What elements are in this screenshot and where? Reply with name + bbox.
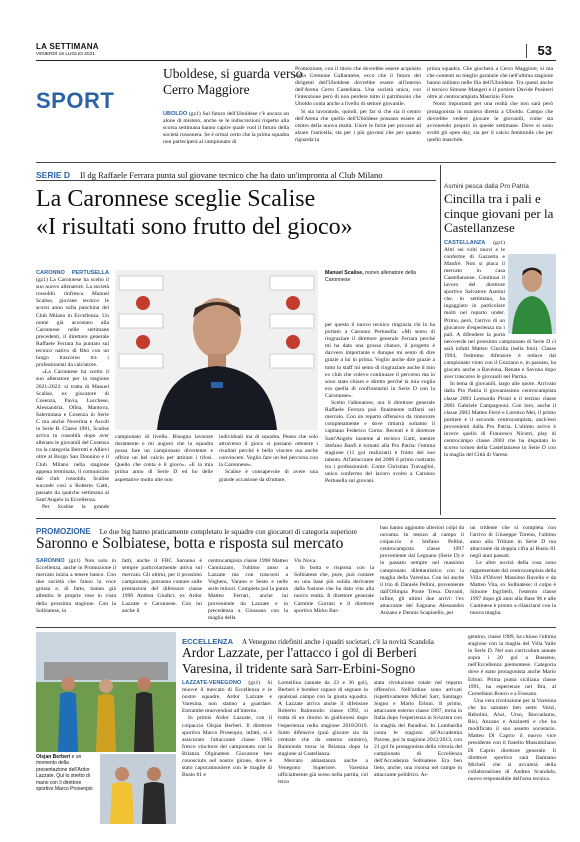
side-story-photo bbox=[508, 254, 556, 334]
top-story bbox=[163, 64, 555, 162]
side-story-title: Cincilla tra i pali e cinque giovani per la Castellanzese bbox=[444, 191, 554, 235]
masthead bbox=[36, 42, 556, 62]
ecc-photo bbox=[36, 632, 176, 752]
main-headline bbox=[36, 185, 436, 241]
side-story bbox=[444, 165, 556, 515]
ecc-headline-line2: Varesina, il tridente sarà Sarr-Erbini-Sogno bbox=[182, 660, 416, 676]
promo-col6: un tridente che si completa con l'arrivo di Giuseppe Toreno, l'ultimo anno alla Tritium in Serie D ma attaccante da doppia cifra al Busto 81 negli anni passati. Le altre novità della rosa sono rappresentate dal centrocampista della Villa d'Oliveri Massimo Ravello e da Matteo Vita, ex Solbiatese: il colpo è Simone Ingrilelli, l'esterno classe 1997 dopo gli anni alla Base 96 e alle Cantinese è pronto a rilanciarsi con la nuova maglia. bbox=[470, 525, 556, 617]
main-story-photo bbox=[115, 270, 318, 430]
promo-col1: SARONNO (gz1) Non solo in Eccellenza, anche in Promozione il mercato inizia a tenere banco. Con due società che fanno la voce grossa e, di fatto, hanno già allestito le proprie rose in vista della prossima stagione. Con la Solbiatese, in bbox=[36, 558, 117, 614]
team-presentation-image bbox=[36, 632, 176, 752]
ecc-photo-caption: Olsjan Berberi e un momento della presentazione dell'Ardor Lazzate. Qui lo stretto di mano con il direttore sportivo Marco Prosenpio bbox=[36, 754, 93, 793]
main-photo-caption: Manuel Scalise, nuovo allenatore della Caronnese bbox=[325, 270, 416, 283]
top-story-col1: UBOLDO (gz1) Sul futuro dell'Uboldese c'è ancora un alone di mistero, anche se le indiscrezioni rispetto alla scorsa settimana hanno capire quale vuol il futuro della società rossonera. Se è ormai certo che la prima squadra non parteciperà al campionato di bbox=[163, 111, 289, 146]
publication-name: LA SETTIMANA bbox=[36, 42, 99, 51]
main-story-col4: per questo il nuovo tecnico ringrazia chi lo ha portato a Caronno Pertusella: «Mi sento di ringraziare il direttore generale Ferrara perché mi ha dato una grossa chance, il progetto è davvero importante e dunque mi sento di dire grazie a lui in prima. Voglio anche dire grazie a tutto lo staff mi sento di ringraziare anche il mio ex club che volevo continuare il percorso ma io sono stato chiaro e diretto perché la mia voglia era quella di confrontarmi in Serie D con la Caronnese». Scelto l'allenatore, ora il direttore generale Raffaele Ferrara può finalmente tuffarsi sul mercato. Con un reparto offensivo da rinnovare completamente e dove rimarrà soltanto il capitano Federico Corno. Recenti è il direttore Sant'Angelo insieme al tecnico Gatti, mentre Stefano Banfi è tornato alla Pro Patria: l'ottima stagione (11 gol realizzati) è frutto del suo talento. All'attaccante del 2000 il primo contratto tra i professionisti. Come Christian Travaglini, unico confermo del lavoro svolto a Caronno Pertusella sul giovani. bbox=[325, 322, 435, 485]
handshake-image bbox=[100, 754, 176, 824]
section-title: SPORT bbox=[36, 88, 115, 113]
ecc-deck: A Venegono ridefiniti anche i quadri societari, c'è la novità Scandola bbox=[242, 638, 434, 646]
promo-col2: fatti, anche il FBC Saronno è sempre particolarmente attiva sul mercato. Gli ultimi, per il prossimo campionato, potranno contare sulle prestazioni del difensore classe 1996 Andrea Giudici, ex Ardor Lazzate e Caronnese. Con lui anche il bbox=[122, 558, 202, 614]
top-story-col3: prima squadra. Che giocherà a Cerro Maggiore, si ma che contenti su meglio garanzie che nell'ultima stagione hanno militato nelle fila dell'Uboldese. Tra questi anche il tecnico Simone Mangeri e il portiere Davide Pusineri oltre al centrocampista Maurizio Fiore. Nomi importanti per una realtà che non sarà però protagonista in maniera diretta a Uboldo. Campo che dovrebbe vedere giocare le giovanili, come sta avvenendo proprio in queste settimane. Dove si sono svolti gli open day, sia per il calcio femminile che per quello maschile. bbox=[427, 66, 553, 143]
side-story-body: CASTELLANZA (gz1) Altri sei volti nuovi e le conferme di Gazzetta e Manfrè. Non si placa il mercato in casa Castellanzese. Continua il lavoro del direttore sportivo Salvatore Asmini che, in settimana, ha ingaggiato in particolare molti nel reparto under. Primo, però, l'arrivo di un giocatore d'esperienza tra i pali. A difendere la porta neroverde nel prossimo campionato di Serie D ci sarà infatti Matteo Cincilla (nella foto). Classe 1994, l'estremo difensore è reduce dal campionato vinto con il Gozzano e, in passato, ha giocato anche a Ravenna, Renate e Savona dopo aver trascorso le giovanili nel Parma. In tema di giovanili, largo alle quote. Arrivato dalla Pro Patria il giovanissimo centrocampista classe 2003 Leonardo Pirani e il terzino classe 2001 Gabriele Campagnoni. Con loro, anche il classe 2003 Matteo Ferré e Lorenzo Mei, il primo portiere e il secondo centrocampista, anch'essi provenienti dalla Pro Patria. L'ultimo arrivo è invece quello di Francesco Nicotri, play di centrocampo classe 2003 che ha disputato lo scorso torneo della Castellanzese in Serie D con la maglia del Città di Varese. bbox=[444, 239, 556, 459]
ecc-label: ECCELLENZA bbox=[182, 637, 234, 646]
serie-d-strip bbox=[36, 165, 436, 179]
ecc-col2: Lomellina (annate da 23 e 30 gol), Berberi è bomber capace di segnare in qualsiasi campo con la giusta squadra. A Lazzate arriva anche il difensore Roberto Raimondo: classe 1992, si tratta di un ritorno in giallorossi dopo l'esperienza nella stagione 2018/2019. Sotto difensivo (può giocare sia da centrale che da esterno sinistro), Raimondo torna in Brianza dopo la stagione al Castellanza. Mercato abbastanza anche a Venegono Superiore. Varesina ufficialmente già sceso nella partita, col terzo bbox=[278, 680, 368, 786]
main-headline-line2: «I risultati sono frutto del gioco» bbox=[36, 214, 353, 240]
ecc-headline-line1: Ardor Lazzate, per l'attacco i gol di Berberi bbox=[182, 645, 417, 660]
page-number: 53 bbox=[537, 43, 552, 58]
promo-deck: Le due big hanno praticamente completato le squadre con giocatori di categoria superiore bbox=[99, 528, 358, 536]
side-story-kicker: Asmini pesca dalla Pro Patria bbox=[444, 183, 529, 190]
promo-col5: ban hanno aggiunto ulteriori colpi da novanta. In mezzo al campo il colpaccio è Stefano Pellini, centrocampista classe 1997 proveniente dal Legnano (Serie D) e in passato sempre nel massimo campionato dilettantistico con la maglia della Varesina. Con lui anche il trio di Daniele Pellini, proveniente dall'Olimpia Ponte Tresa. Davanti, infine, gli ultimi due arrivi: l'ex attaccante del Fagnano Alessandro Anzano e Dennis Scapinello, per bbox=[380, 525, 464, 617]
ecc-photo-2 bbox=[100, 754, 176, 824]
serie-d-label: SERIE D bbox=[36, 170, 71, 180]
ecc-headline bbox=[182, 645, 462, 676]
promo-headline: Saronno e Solbiatese, botta e risposta sul mercato bbox=[36, 535, 344, 552]
main-headline-line1: La Caronnese sceglie Scalise bbox=[36, 186, 316, 212]
main-story-col2: campionato di livello. Bisogna lavorare duramente e mi auguro che la squadra possa fare un campionato divertente e offrire un bel calcio per attirare i tifosi. Quello che conta è il gioco». «E la mia prima anno di Serie D ed ho delle aspettative molto alte non bbox=[115, 434, 213, 483]
coach-portrait-image bbox=[115, 270, 318, 430]
main-story-col3: individuali ma di squadra. Penso che solo attraverso il gioco si possano ottenere i risultati perché è bello vincere ma anche convincere. Voglio fare un bel percorso con la Caronnese». Scalise è consapevole di avere una grande occasione da sfruttare, bbox=[219, 434, 318, 483]
ecc-col1: LAZZATE-VENEGONO (gz1) Si muove il mercato di Eccellenza e le nostre squadre, Ardor Lazzate e Varesina, non stanno a guardare. Entrambe muovendosi all'interno. In primis Ardor Lazzate, con il colpaccio Olsjan Berberi. Il direttore sportivo Marco Prosenpio, infatti, si è assicurato l'attaccante classe 1985 fresco vincitore del campionato con la Brianza Olginatese. Giocatore ben conosciuto nel nostro girone, dove è stato capocannoniere con le maglie di Busto 81 e bbox=[182, 680, 272, 779]
goalkeeper-photo-image bbox=[508, 254, 556, 334]
ecc-col3: stata rivoluzione totale nel reparto offensivo. Nell'ordine sono arrivati rispettivamente Michel Sarr, Santiago Sogno e Mario Erbini. Il primo, attaccante esterno classe 1987, torna in Italia dopo l'esperienza in Svizzera con la maglia del Paradiso. In Lombardia conta le stagioni all'Accademia Pavese, poi la stagione 2012/2013, con 21 gol fu protagonista della vittoria del campionato di Eccellenza dell'Accademia Solbiatese. Era ben lieto, anche, una risorsa nel campo in attaccante polidrico. Ar- bbox=[374, 680, 462, 779]
promo-col3: centrocampista classe 1998 Matteo Cannizzaro, l'ultimo anno a Lazzate ma con trascorsi a Voghera, Varano e Sesto e nelle serie minori. Completa poi la punta Matteo Ferrari, anche lui proveniente da Lazzate e in precedenza a Giussano con la maglia della bbox=[208, 558, 288, 621]
issue-date: VENERDÌ 16 LUGLIO 2021 bbox=[36, 52, 95, 57]
promo-col4: Vis Nova. In botta e risposta con la Solbiatese che, pure, può contare su una base più solida derivante dalla fusione che ha dato vita alla nuova realtà. Il direttore generale Carmine Gorrasi e il direttore sportivo Mirko Bar- bbox=[294, 558, 374, 614]
main-story-col1: CARONNO PERTUSELLA (gz1) La Caronnese ha scelto il suo nuovo allenatore. La società rossoblù rinfresca Manuel Scalise, giovane tecnico le scorsi anno sulla panchina del Club Milano in Eccellenza. Un nome già accostato alla Caronnese nelle settimane precedenti, il direttore generale Raffaele Ferrara ha puntato sul tecnico nativo di Rho con un lungo trascorso tra i professionisti da calciatore. «La Caronnese ha scelto il suo allenatore per la stagione 2021-2022: si tratta di Manuel Scalise, ex giocatore di Cosenza, Pavia, Lucchese, Alessandria, Olbia, Mantova, Salernitana e Cosenza in Serie C ma anche Nocerina e Ascoli in Serie B. Classe 1981, Scalise arriva in rossoblù dopo aver allenato le giovanili del Cosenza tra la categoria Berretti e Allievi oltre al Borgo San Donnino e il Club Milano nella stagione appena terminata, il comunicato dal club rossoblù. Scalise succede così a Roberto Gatti, passato da qualche settimana al Sant'Angelo in Eccellenza. Per Scalise la grande bbox=[36, 270, 109, 510]
ecc-col4: gentino, classe 1989, ha chiuso l'ultima stagione con la maglia del Villa Valle in Serie D. Nel suo curriculum annate sopra i 20 gol a Busseno, nell'Eccellenza piemontese. Categoria dove è stato protagonista anche Mario Erbini. Prima punta siciliana classe 1991, ha esperienze nel Bra, al Cornellano Ronco e a Fossano. Una vera rivoluzione per la Varesina che ha salutato ben sette: Vezzì, Rebolini, Alwi, Urso, Boccadamo, Risi, Anzano e Anzinetti e che ha modificato il suo assetto societario. Matteo Di Caprio il nuovo vice presidente con il fratello Massimiliano Di Caprio direttore generale. Il direttore sportivo sarà Damiano Micheli che si avvalerà della collaborazione di Andrea Scandola, nuovo responsabile dell'area tecnica. bbox=[468, 634, 556, 782]
top-story-col2: Promozione, con il titolo che dovrebbe essere acquisito dalla Cremone Gallaratese, ecco che il futuro dei dirigenti dell'Uboldese dovrebbe essere all'interno dell'Arena Cerro Castellana. Una società unica, con l'intenzione però di non perdere tutto il patrimonio che Uboldo conta anche a livello di settore giovanile. Si sta lavorando, quindi, per far sì che sia il centro dell'Arena che quello dell'Uboldese possano essere al centro della nuova realtà. Unire le forze per provare ad alzare l'asticella, sta per i più giovani che per quanto riguarda la bbox=[295, 66, 421, 143]
top-story-title: Uboldese, si guarda verso Cerro Maggiore bbox=[163, 66, 303, 97]
section-banner bbox=[36, 64, 156, 154]
promo-label: PROMOZIONE bbox=[36, 527, 91, 536]
serie-d-deck: Il dg Raffaele Ferrara punta sul giovane tecnico che ha dato un'impronta al Club Milano bbox=[80, 170, 383, 180]
